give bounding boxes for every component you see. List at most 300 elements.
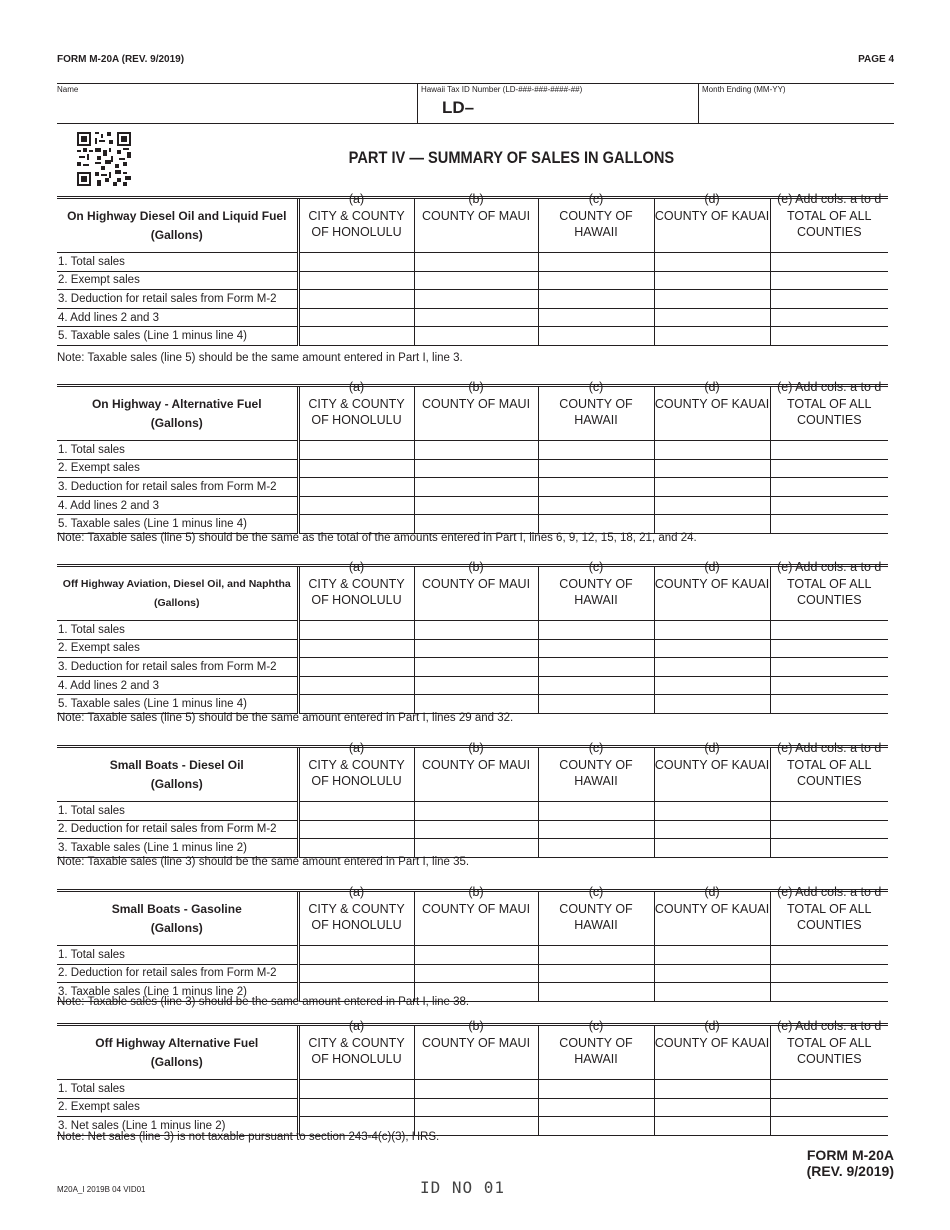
section-note: Note: Net sales (line 3) is not taxable pursuant to section 243-4(c)(3), HRS.: [57, 1131, 440, 1143]
column-header-c: [538, 192, 654, 253]
entry-cell-e[interactable]: [770, 639, 888, 658]
row-label: 1. Total sales: [57, 253, 298, 272]
column-label: COUNTY OF KAUAI: [654, 576, 770, 591]
entry-cell-a[interactable]: [298, 676, 414, 695]
entry-cell-c[interactable]: [538, 802, 654, 821]
section-title-text: On Highway Diesel Oil and Liquid Fuel: [67, 208, 287, 223]
entry-cell-e[interactable]: [770, 676, 888, 695]
column-label: HAWAII: [574, 774, 618, 788]
entry-cell-d[interactable]: [654, 1098, 770, 1117]
entry-cell-e[interactable]: [770, 290, 888, 309]
entry-cell-e[interactable]: [770, 1098, 888, 1117]
row-label: 1. Total sales: [57, 621, 298, 640]
column-label: COUNTY OF: [559, 757, 633, 772]
section-note: Note: Taxable sales (line 5) should be the same amount entered in Part I, lines 29 and 32.: [57, 712, 514, 724]
entry-cell-c[interactable]: [538, 1117, 654, 1136]
entry-cell-a[interactable]: [298, 441, 414, 460]
entry-cell-b[interactable]: [414, 839, 538, 858]
entry-cell-b[interactable]: [414, 1080, 538, 1099]
column-header-e: [770, 1019, 888, 1080]
table-row: [57, 695, 888, 714]
entry-cell-a[interactable]: [298, 515, 414, 534]
page-number: PAGE 4: [858, 54, 894, 65]
row-label: 3. Net sales (Line 1 minus line 2): [57, 1117, 298, 1136]
row-label: 3. Taxable sales (Line 1 minus line 2): [57, 839, 298, 858]
section-subtitle: (Gallons): [150, 920, 203, 935]
entry-cell-d[interactable]: [654, 621, 770, 640]
entry-cell-b[interactable]: [414, 271, 538, 290]
column-label: OF HONOLULU: [311, 225, 402, 239]
table-row: [57, 621, 888, 640]
entry-cell-e[interactable]: [770, 964, 888, 983]
entry-cell-d[interactable]: [654, 290, 770, 309]
column-label: CITY & COUNTY: [308, 901, 405, 916]
column-header-a: [298, 380, 414, 441]
column-header-e: [770, 885, 888, 946]
entry-cell-c[interactable]: [538, 839, 654, 858]
entry-cell-d[interactable]: [654, 478, 770, 497]
entry-cell-c[interactable]: [538, 327, 654, 346]
column-tag: (a): [348, 192, 365, 206]
column-label: COUNTY OF MAUI: [421, 901, 531, 916]
column-tag: (e) Add cols. a to d: [777, 1019, 882, 1033]
entry-cell-c[interactable]: [538, 676, 654, 695]
entry-cell-a[interactable]: [298, 459, 414, 478]
row-label: 1. Total sales: [57, 441, 298, 460]
entry-cell-c[interactable]: [538, 515, 654, 534]
entry-cell-c[interactable]: [538, 478, 654, 497]
column-tag: (d): [704, 1019, 720, 1033]
form-id: FORM M-20A (REV. 9/2019): [57, 54, 185, 65]
entry-cell-d[interactable]: [654, 676, 770, 695]
entry-cell-b[interactable]: [414, 327, 538, 346]
column-header-c: [538, 380, 654, 441]
entry-cell-d[interactable]: [654, 253, 770, 272]
entry-cell-b[interactable]: [414, 496, 538, 515]
column-label: COUNTY OF: [559, 1035, 633, 1050]
entry-cell-b[interactable]: [414, 658, 538, 677]
section-title-text: On Highway - Alternative Fuel: [91, 396, 262, 411]
column-label: COUNTY OF: [559, 901, 633, 916]
table-row: [57, 1080, 888, 1099]
section-title-text: Small Boats - Diesel Oil: [109, 757, 244, 772]
entry-cell-e[interactable]: [770, 253, 888, 272]
column-tag: (e) Add cols. a to d: [777, 192, 882, 206]
table-row: [57, 271, 888, 290]
entry-cell-e[interactable]: [770, 1080, 888, 1099]
column-tag: (b): [468, 885, 484, 899]
table-row: [57, 253, 888, 272]
entry-cell-b[interactable]: [414, 515, 538, 534]
form-version-code: M20A_I 2019B 04 VID01: [57, 1185, 146, 1194]
entry-cell-d[interactable]: [654, 441, 770, 460]
column-header-c: [538, 741, 654, 802]
column-label: COUNTY OF MAUI: [421, 1035, 531, 1050]
column-tag: (a): [348, 741, 365, 755]
section-title: [57, 386, 298, 441]
entry-cell-a[interactable]: [298, 1080, 414, 1099]
row-label: 5. Taxable sales (Line 1 minus line 4): [57, 327, 298, 346]
name-field[interactable]: [57, 84, 417, 123]
entry-cell-c[interactable]: [538, 658, 654, 677]
column-tag: (e) Add cols. a to d: [777, 560, 882, 574]
column-header-b: [414, 741, 538, 802]
entry-cell-d[interactable]: [654, 695, 770, 714]
entry-cell-a[interactable]: [298, 839, 414, 858]
entry-cell-e[interactable]: [770, 839, 888, 858]
entry-cell-b[interactable]: [414, 253, 538, 272]
table-row: [57, 459, 888, 478]
entry-cell-e[interactable]: [770, 478, 888, 497]
column-label: CITY & COUNTY: [308, 576, 405, 591]
column-label: CITY & COUNTY: [308, 208, 405, 223]
entry-cell-e[interactable]: [770, 441, 888, 460]
column-header-a: [298, 1019, 414, 1080]
entry-cell-b[interactable]: [414, 820, 538, 839]
column-label: HAWAII: [574, 1052, 618, 1066]
section-title-text: Small Boats - Gasoline: [111, 901, 242, 916]
section-title: [57, 566, 298, 621]
section-note: Note: Taxable sales (line 5) should be the same as the total of the amounts entered in Part I, lines 6, 9, 12, 15, 18, 21, and 24.: [57, 532, 697, 544]
entry-cell-c[interactable]: [538, 290, 654, 309]
column-tag: (d): [704, 885, 720, 899]
section-table-6: [57, 1019, 888, 1136]
entry-cell-d[interactable]: [654, 946, 770, 965]
footer-form-line2: (REV. 9/2019): [806, 1163, 894, 1179]
column-label: OF HONOLULU: [311, 593, 402, 607]
entry-cell-c[interactable]: [538, 983, 654, 1002]
row-label: 5. Taxable sales (Line 1 minus line 4): [57, 695, 298, 714]
entry-cell-e[interactable]: [770, 802, 888, 821]
column-tag: (b): [468, 560, 484, 574]
row-label: 2. Exempt sales: [57, 459, 298, 478]
column-label: TOTAL OF ALL: [786, 396, 872, 411]
column-label: COUNTIES: [796, 593, 862, 607]
entry-cell-b[interactable]: [414, 459, 538, 478]
entry-cell-e[interactable]: [770, 983, 888, 1002]
table-row: [57, 839, 888, 858]
column-label: COUNTY OF: [559, 576, 633, 591]
footer-form-line1: FORM M-20A: [806, 1147, 894, 1163]
column-tag: (d): [704, 192, 720, 206]
column-header-a: [298, 192, 414, 253]
entry-cell-c[interactable]: [538, 946, 654, 965]
row-label: 4. Add lines 2 and 3: [57, 496, 298, 515]
table-row: [57, 639, 888, 658]
column-label: COUNTIES: [796, 225, 862, 239]
section-subtitle: (Gallons): [153, 596, 200, 609]
tax-id-prefix: LD–: [442, 98, 475, 117]
section-table-5: [57, 885, 888, 1002]
entry-cell-a[interactable]: [298, 964, 414, 983]
tax-id-field[interactable]: [417, 84, 698, 123]
entry-cell-a[interactable]: [298, 271, 414, 290]
column-label: HAWAII: [574, 593, 618, 607]
row-label: 2. Deduction for retail sales from Form M-2: [57, 964, 298, 983]
entry-cell-a[interactable]: [298, 658, 414, 677]
column-tag: (c): [588, 741, 604, 755]
table-row: [57, 820, 888, 839]
entry-cell-c[interactable]: [538, 496, 654, 515]
column-label: COUNTIES: [796, 1052, 862, 1066]
column-header-a: [298, 885, 414, 946]
column-label: COUNTY OF MAUI: [421, 576, 531, 591]
entry-cell-d[interactable]: [654, 983, 770, 1002]
table-row: [57, 478, 888, 497]
section-note: Note: Taxable sales (line 3) should be the same amount entered in Part I, line 38.: [57, 996, 470, 1008]
entry-cell-c[interactable]: [538, 1098, 654, 1117]
column-header-a: [298, 741, 414, 802]
month-ending-label: Month Ending (MM-YY): [702, 85, 786, 94]
column-header-b: [414, 560, 538, 621]
column-tag: (a): [348, 380, 365, 394]
entry-cell-b[interactable]: [414, 639, 538, 658]
table-row: [57, 802, 888, 821]
row-label: 3. Deduction for retail sales from Form M-2: [57, 658, 298, 677]
entry-cell-c[interactable]: [538, 459, 654, 478]
entry-cell-b[interactable]: [414, 802, 538, 821]
section-note: Note: Taxable sales (line 5) should be the same amount entered in Part I, line 3.: [57, 352, 463, 364]
entry-cell-b[interactable]: [414, 441, 538, 460]
entry-cell-d[interactable]: [654, 658, 770, 677]
row-label: 4. Add lines 2 and 3: [57, 676, 298, 695]
column-tag: (a): [348, 1019, 365, 1033]
column-tag: (d): [704, 560, 720, 574]
column-label: COUNTY OF MAUI: [421, 396, 531, 411]
entry-cell-b[interactable]: [414, 676, 538, 695]
entry-cell-a[interactable]: [298, 327, 414, 346]
section-table-4: [57, 741, 888, 858]
column-label: OF HONOLULU: [311, 413, 402, 427]
column-label: OF HONOLULU: [311, 918, 402, 932]
row-label: 2. Exempt sales: [57, 1098, 298, 1117]
section-subtitle: (Gallons): [150, 227, 203, 242]
row-label: 5. Taxable sales (Line 1 minus line 4): [57, 515, 298, 534]
column-header-e: [770, 560, 888, 621]
entry-cell-c[interactable]: [538, 639, 654, 658]
table-row: [57, 441, 888, 460]
column-tag: (c): [588, 380, 604, 394]
entry-cell-a[interactable]: [298, 621, 414, 640]
column-header-e: [770, 380, 888, 441]
row-label: 2. Exempt sales: [57, 639, 298, 658]
section-table-3: [57, 560, 888, 714]
entry-cell-e[interactable]: [770, 459, 888, 478]
entry-cell-c[interactable]: [538, 964, 654, 983]
column-tag: (a): [348, 885, 365, 899]
column-label: COUNTY OF MAUI: [421, 757, 531, 772]
entry-cell-a[interactable]: [298, 290, 414, 309]
entry-cell-d[interactable]: [654, 327, 770, 346]
entry-cell-e[interactable]: [770, 658, 888, 677]
entry-cell-a[interactable]: [298, 639, 414, 658]
table-row: [57, 515, 888, 534]
column-header-b: [414, 885, 538, 946]
entry-cell-a[interactable]: [298, 478, 414, 497]
column-header-e: [770, 192, 888, 253]
section-title: [57, 198, 298, 253]
entry-cell-c[interactable]: [538, 1080, 654, 1099]
entry-cell-e[interactable]: [770, 327, 888, 346]
entry-cell-d[interactable]: [654, 1080, 770, 1099]
section-title: [57, 891, 298, 946]
row-label: 2. Exempt sales: [57, 271, 298, 290]
row-label: 1. Total sales: [57, 946, 298, 965]
column-header-c: [538, 885, 654, 946]
entry-cell-b[interactable]: [414, 964, 538, 983]
column-header-d: [654, 380, 770, 441]
entry-cell-c[interactable]: [538, 308, 654, 327]
entry-cell-c[interactable]: [538, 695, 654, 714]
entry-cell-d[interactable]: [654, 964, 770, 983]
entry-cell-b[interactable]: [414, 946, 538, 965]
table-row: [57, 308, 888, 327]
column-label: CITY & COUNTY: [308, 757, 405, 772]
column-label: TOTAL OF ALL: [786, 576, 872, 591]
table-row: [57, 1098, 888, 1117]
column-tag: (e) Add cols. a to d: [777, 741, 882, 755]
section-title-text: Off Highway Alternative Fuel: [95, 1035, 259, 1050]
entry-cell-a[interactable]: [298, 496, 414, 515]
row-label: 3. Deduction for retail sales from Form M-2: [57, 478, 298, 497]
column-label: COUNTY OF KAUAI: [654, 901, 770, 916]
section-table-2: [57, 380, 888, 534]
column-header-d: [654, 741, 770, 802]
entry-cell-d[interactable]: [654, 820, 770, 839]
entry-cell-a[interactable]: [298, 308, 414, 327]
row-label: 1. Total sales: [57, 802, 298, 821]
column-label: COUNTIES: [796, 774, 862, 788]
column-label: TOTAL OF ALL: [786, 1035, 872, 1050]
entry-cell-c[interactable]: [538, 253, 654, 272]
column-header-b: [414, 1019, 538, 1080]
entry-cell-e[interactable]: [770, 515, 888, 534]
section-title-text: Off Highway Aviation, Diesel Oil, and Naphtha: [62, 577, 291, 590]
column-label: COUNTIES: [796, 918, 862, 932]
column-header-e: [770, 741, 888, 802]
part-title: PART IV — SUMMARY OF SALES IN GALLONS: [348, 148, 675, 167]
entry-cell-b[interactable]: [414, 1098, 538, 1117]
entry-cell-c[interactable]: [538, 621, 654, 640]
entry-cell-a[interactable]: [298, 1098, 414, 1117]
section-subtitle: (Gallons): [150, 776, 203, 791]
id-number: ID NO 01: [420, 1178, 506, 1197]
entry-cell-a[interactable]: [298, 820, 414, 839]
entry-cell-d[interactable]: [654, 515, 770, 534]
column-tag: (c): [588, 885, 604, 899]
column-header-d: [654, 885, 770, 946]
table-row: [57, 496, 888, 515]
column-tag: (c): [588, 192, 604, 206]
table-row: [57, 327, 888, 346]
entry-cell-a[interactable]: [298, 946, 414, 965]
column-tag: (a): [348, 560, 365, 574]
entry-cell-d[interactable]: [654, 639, 770, 658]
entry-cell-e[interactable]: [770, 695, 888, 714]
column-label: COUNTY OF KAUAI: [654, 208, 770, 223]
section-subtitle: (Gallons): [150, 1054, 203, 1069]
column-tag: (b): [468, 192, 484, 206]
column-tag: (d): [704, 741, 720, 755]
column-tag: (e) Add cols. a to d: [777, 885, 882, 899]
entry-cell-e[interactable]: [770, 496, 888, 515]
entry-cell-e[interactable]: [770, 308, 888, 327]
column-label: COUNTY OF KAUAI: [654, 757, 770, 772]
column-label: HAWAII: [574, 225, 618, 239]
column-label: OF HONOLULU: [311, 1052, 402, 1066]
column-header-d: [654, 1019, 770, 1080]
entry-cell-b[interactable]: [414, 695, 538, 714]
column-label: COUNTIES: [796, 413, 862, 427]
column-label: TOTAL OF ALL: [786, 757, 872, 772]
name-label: Name: [57, 85, 79, 94]
entry-cell-a[interactable]: [298, 253, 414, 272]
section-title: [57, 747, 298, 802]
entry-cell-e[interactable]: [770, 820, 888, 839]
entry-cell-b[interactable]: [414, 308, 538, 327]
entry-cell-a[interactable]: [298, 695, 414, 714]
entry-cell-e[interactable]: [770, 271, 888, 290]
section-subtitle: (Gallons): [150, 415, 203, 430]
entry-cell-b[interactable]: [414, 478, 538, 497]
entry-cell-c[interactable]: [538, 271, 654, 290]
column-tag: (b): [468, 741, 484, 755]
column-label: OF HONOLULU: [311, 774, 402, 788]
taxpayer-info-row: [57, 83, 894, 124]
table-row: [57, 964, 888, 983]
entry-cell-c[interactable]: [538, 820, 654, 839]
month-ending-field[interactable]: [698, 84, 895, 123]
column-header-d: [654, 192, 770, 253]
column-label: TOTAL OF ALL: [786, 208, 872, 223]
column-header-b: [414, 380, 538, 441]
column-label: COUNTY OF KAUAI: [654, 1035, 770, 1050]
column-label: COUNTY OF: [559, 208, 633, 223]
column-header-a: [298, 560, 414, 621]
column-label: COUNTY OF: [559, 396, 633, 411]
table-row: [57, 290, 888, 309]
column-header-c: [538, 560, 654, 621]
entry-cell-e[interactable]: [770, 946, 888, 965]
table-row: [57, 676, 888, 695]
entry-cell-d[interactable]: [654, 271, 770, 290]
entry-cell-d[interactable]: [654, 308, 770, 327]
entry-cell-c[interactable]: [538, 441, 654, 460]
entry-cell-d[interactable]: [654, 1117, 770, 1136]
row-label: 1. Total sales: [57, 1080, 298, 1099]
entry-cell-a[interactable]: [298, 802, 414, 821]
column-label: COUNTY OF MAUI: [421, 208, 531, 223]
row-label: 2. Deduction for retail sales from Form M-2: [57, 820, 298, 839]
entry-cell-d[interactable]: [654, 496, 770, 515]
column-label: HAWAII: [574, 413, 618, 427]
column-tag: (b): [468, 1019, 484, 1033]
entry-cell-d[interactable]: [654, 839, 770, 858]
entry-cell-e[interactable]: [770, 621, 888, 640]
entry-cell-b[interactable]: [414, 621, 538, 640]
entry-cell-e[interactable]: [770, 1117, 888, 1136]
column-header-c: [538, 1019, 654, 1080]
entry-cell-d[interactable]: [654, 459, 770, 478]
column-header-b: [414, 192, 538, 253]
section-note: Note: Taxable sales (line 3) should be the same amount entered in Part I, line 35.: [57, 856, 470, 868]
column-tag: (c): [588, 1019, 604, 1033]
column-tag: (c): [588, 560, 604, 574]
entry-cell-d[interactable]: [654, 802, 770, 821]
qr-code-icon: [77, 132, 131, 186]
column-label: HAWAII: [574, 918, 618, 932]
entry-cell-b[interactable]: [414, 290, 538, 309]
